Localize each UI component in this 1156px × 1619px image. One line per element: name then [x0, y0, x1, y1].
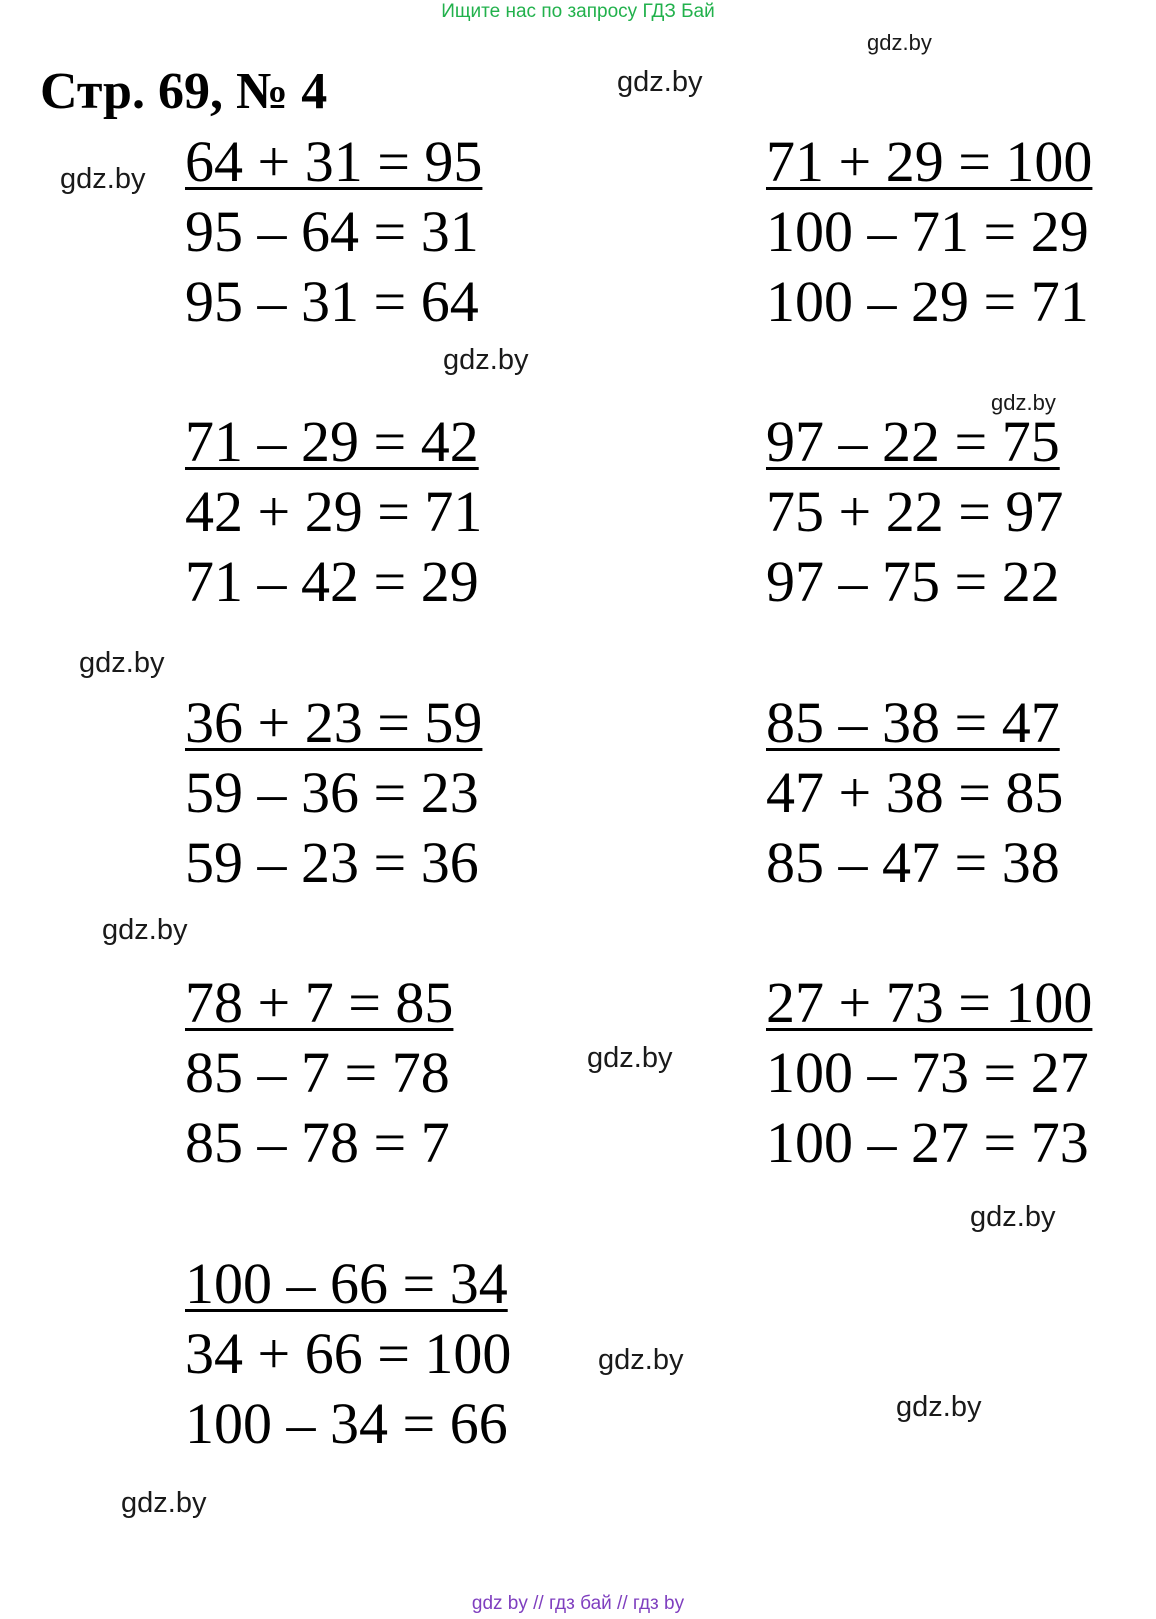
equation-main: 71 – 29 = 42 — [185, 409, 479, 474]
equation-check: 100 – 73 = 27 — [766, 1040, 1089, 1105]
equation-main: 64 + 31 = 95 — [185, 129, 483, 194]
page-title: Стр. 69, № 4 — [40, 63, 328, 120]
watermark: gdz.by — [60, 163, 146, 195]
equation-main: 78 + 7 = 85 — [185, 970, 454, 1035]
equation-check: 75 + 22 = 97 — [766, 479, 1064, 544]
equation-check: 85 – 47 = 38 — [766, 830, 1060, 895]
watermark: gdz.by — [79, 647, 165, 679]
footer-links — [0, 1592, 1156, 1616]
equation-check: 100 – 27 = 73 — [766, 1110, 1089, 1175]
footer-separator: // — [617, 1593, 628, 1614]
equation-main: 100 – 66 = 34 — [185, 1251, 508, 1316]
equation-check: 100 – 34 = 66 — [185, 1391, 508, 1456]
equation-check: 97 – 75 = 22 — [766, 549, 1060, 614]
equation-check: 42 + 29 = 71 — [185, 479, 483, 544]
watermark: gdz.by — [443, 344, 529, 376]
equation-check: 59 – 36 = 23 — [185, 760, 479, 825]
watermark: gdz.by — [102, 914, 188, 946]
footer-link-gdz-bai[interactable]: гдз бай — [548, 1593, 612, 1614]
equation-main: 36 + 23 = 59 — [185, 690, 483, 755]
equation-check: 71 – 42 = 29 — [185, 549, 479, 614]
footer-separator: // — [533, 1593, 544, 1614]
equation-check: 34 + 66 = 100 — [185, 1321, 512, 1386]
equation-check: 47 + 38 = 85 — [766, 760, 1064, 825]
equation-check: 85 – 78 = 7 — [185, 1110, 450, 1175]
equation-check: 85 – 7 = 78 — [185, 1040, 450, 1105]
equation-main: 27 + 73 = 100 — [766, 970, 1093, 1035]
watermark: gdz.by — [121, 1487, 207, 1519]
footer-link-gdz-by-2[interactable]: гдз by — [632, 1593, 685, 1614]
watermark: gdz.by — [991, 390, 1056, 415]
watermark: gdz.by — [598, 1344, 684, 1376]
watermark: gdz.by — [617, 66, 703, 98]
equation-check: 100 – 71 = 29 — [766, 199, 1089, 264]
footer-link-gdz-by[interactable]: gdz by — [471, 1593, 528, 1614]
top-banner[interactable]: Ищите нас по запросу ГДЗ Бай — [441, 1, 715, 22]
watermark: gdz.by — [587, 1042, 673, 1074]
watermark: gdz.by — [896, 1391, 982, 1423]
equation-check: 100 – 29 = 71 — [766, 269, 1089, 334]
equation-check: 95 – 64 = 31 — [185, 199, 479, 264]
equation-main: 71 + 29 = 100 — [766, 129, 1093, 194]
equation-main: 97 – 22 = 75 — [766, 409, 1060, 474]
equation-check: 95 – 31 = 64 — [185, 269, 479, 334]
watermark: gdz.by — [867, 30, 932, 55]
watermark: gdz.by — [970, 1201, 1056, 1233]
equation-main: 85 – 38 = 47 — [766, 690, 1060, 755]
equation-check: 59 – 23 = 36 — [185, 830, 479, 895]
